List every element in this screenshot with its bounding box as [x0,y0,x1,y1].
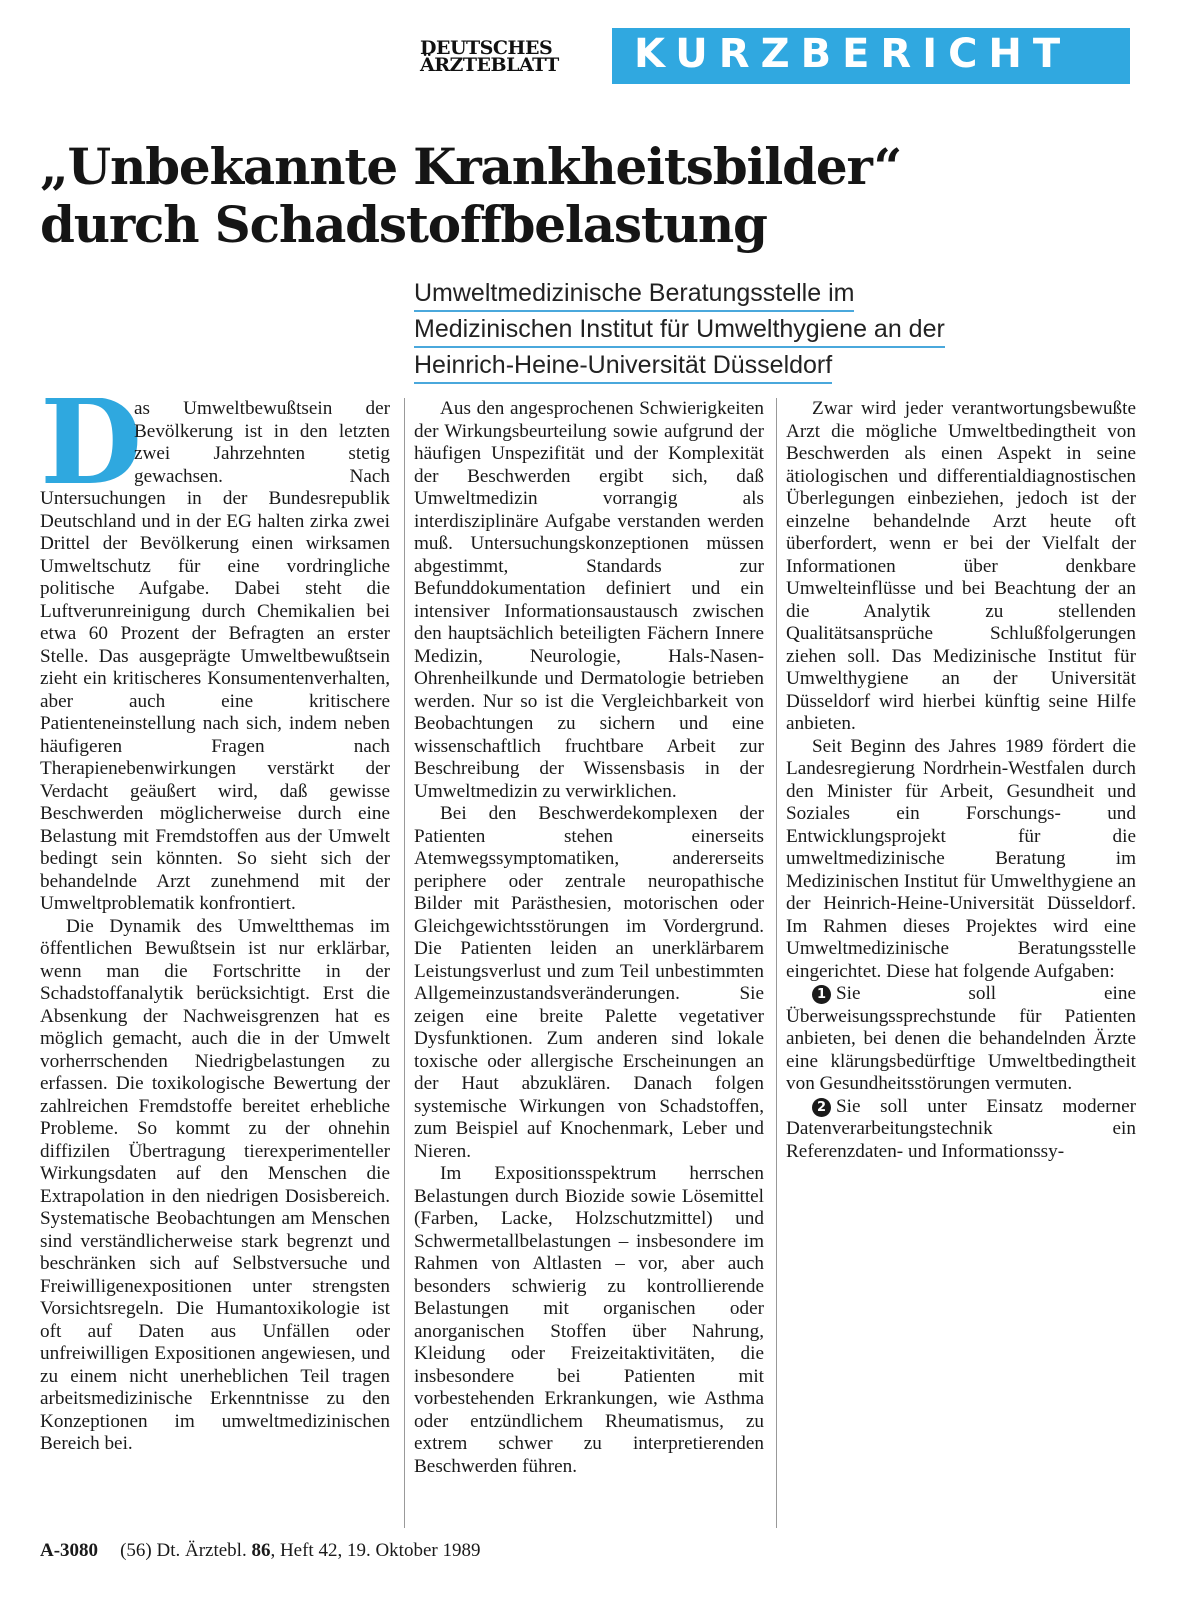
volume-number: 86 [251,1540,271,1561]
column-divider [404,398,405,1528]
list-item-1-text: Sie soll eine Überweisungssprechstunde für Patienten anbieten, bei denen die behandelnden Ärzte eine klärungsbedürftige Umweltbedingtheit von Gesundheitsstörungen vermuten. [786,983,1136,1094]
journal-logo [420,37,610,76]
masthead [420,28,1130,84]
list-item-1 [786,983,1136,1096]
subtitle-line3: Heinrich-Heine-Universität Düsseldorf [414,348,832,384]
paragraph-1-text: as Umweltbewußtsein der Bevölkerung ist in den letzten zwei Jahrzehnten stetig gewachsen. Nach Untersuchungen in der Bundesrepublik Deutschland und in der EG halten zirka zwei Drittel der Bevölkerung einen wirksamen Umweltschutz für eine vordringliche politische Aufgabe. Dabei steht die Luftverunreinigung durch Chemikalien bei etwa 60 Prozent der Befragten an erster Stelle. Das ausgeprägte Umweltbewußtsein zieht ein kritischeres Konsumentenverhalten, aber auch eine kritischere Patienteneinstellung nach sich, indem neben häufigeren Fragen nach Therapienebenwirkungen verstärkt der Verdacht geäußert wird, daß gewisse Beschwerden möglicherweise durch eine Belastung mit Fremdstoffen aus der Umwelt bedingt sein könnten. So sieht sich der behandelnde Arzt zunehmend mit der Umweltproblematik konfrontiert. [40,398,390,914]
text-column-1 [40,398,390,1530]
text-column-2 [414,398,764,1530]
section-banner: KURZBERICHT [612,28,1130,84]
paragraph-6: Zwar wird jeder verantwortungsbewußte Arzt die mögliche Umweltbedingtheit von Beschwerden als einen Aspekt in seine ätiologischen und differentialdiagnostischen Überlegungen einbeziehen, jedoch ist der einzelne behandelnde Arzt heute oft überfordert, wenn er bei der Vielfalt der Informationen über denkbare Umwelteinflüsse und bei Beachtung der an die Analytik zu stellenden Qualitätsansprüche Schlußfolgerungen ziehen soll. Das Medizinische Institut für Umwelthygiene an der Universität Düsseldorf wird hierbei künftig seine Hilfe anbieten. [786,398,1136,734]
text-column-3 [786,398,1136,1530]
headline [40,138,1140,254]
paragraph-3: Aus den angesprochenen Schwierigkeiten der Wirkungsbeurteilung sowie aufgrund der häufigen Unspezifität und der Komplexität der Beschwerden ergibt sich, daß Umweltmedizin vorrangig als interdisziplinäre Aufgabe verstanden werden muß. Untersuchungskonzeptionen müssen abgestimmt, Standards zur Befunddokumentation definiert und ein intensiver Informationsaustausch zwischen den hauptsächlich beteiligten Fächern Innere Medizin, Neurologie, Hals-Nasen-Ohrenheilkunde und Dermatologie betrieben werden. Nur so ist die Vergleichbarkeit von Beobachtungen zu sichern und eine wissenschaftlich fruchtbare Arbeit zur Beschreibung der Wissensbasis in der Umweltmedizin zu verwirklichen. [414,398,764,802]
list-item-2-text: Sie soll unter Einsatz moderner Datenverarbeitungstechnik ein Referenzdaten- und Informationssy- [786,1095,1136,1162]
subtitle-line2: Medizinischen Institut für Umwelthygiene an der [414,312,945,348]
page-code: A-3080 [40,1540,99,1561]
paragraph-5: Im Expositionsspektrum herrschen Belastungen durch Biozide sowie Lösemittel (Farben, Lacke, Holzschutzmittel) und Schwermetallbelastungen – insbesondere im Rahmen von Altlasten – vor, aber auch besonders schwierig zu kontrollierende Belastungen mit organischen oder anorganischen Stoffen über Nahrung, Kleidung oder Freizeitaktivitäten, die insbesondere bei Patienten mit vorbestehenden Erkrankungen, wie Asthma oder entzündlichem Rheumatismus, zu extrem schwer zu interpretierenden Beschwerden führen. [414,1163,764,1477]
journal-logo-line2: ÄRZTEBLATT [420,54,559,76]
journal-logo-line1: DEUTSCHES [420,37,553,59]
headline-line2: durch Schadstoffbelastung [40,195,767,254]
paragraph-2: Die Dynamik des Umweltthemas im öffentlichen Bewußtsein ist nur erklärbar, wenn man die Fortschritte in der Schadstoffanalytik berücksichtigt. Erst die Absenkung der Nachweisgrenzen hat es möglich gemacht, auch die in der Umwelt vorherrschenden Niedrigbelastungen zu erfassen. Die toxikologische Bewertung der zahlreichen Fremdstoffe bereitet erhebliche Probleme. So kommt zu der ohnehin diffizilen Übertragung tierexperimenteller Wirkungsdaten auf den Menschen die Extrapolation in den niedrigen Dosisbereich. Systematische Beobachtungen am Menschen sind verständlicherweise stark begrenzt und beschränken sich auf Selbstversuche und Freiwilligenexpositionen unter strengsten Vorsichtsregeln. Die Humantoxikologie ist oft auf Daten aus Unfällen oder unfreiwilligen Expositionen angewiesen, und zu einem nicht unerheblichen Teil tragen arbeitsmedizinische Erkenntnisse zu den Konzeptionen im umweltmedizinischen Bereich bei. [40,915,390,1454]
paragraph-7: Seit Beginn des Jahres 1989 fördert die Landesregierung Nordrhein-Westfalen durch den Minister für Arbeit, Gesundheit und Soziales ein Forschungs- und Entwicklungsprojekt für die umweltmedizinische Beratung im Medizinischen Institut für Umwelthygiene an der Heinrich-Heine-Universität Düsseldorf. Im Rahmen dieses Projektes wird eine Umweltmedizinische Beratungsstelle eingerichtet. Diese hat folgende Aufgaben: [786,735,1136,982]
subtitle [414,276,1134,384]
citation-pre: (56) Dt. Ärztebl. [120,1540,247,1561]
list-item-2 [786,1096,1136,1164]
paragraph-1 [40,398,390,916]
subtitle-line1: Umweltmedizinische Beratungsstelle im [414,276,854,312]
page-footer [40,1540,480,1562]
dropcap: D [40,398,143,511]
number-badge-2: 2 [812,1098,831,1117]
citation-post: , Heft 42, 19. Oktober 1989 [270,1540,481,1561]
number-badge-1: 1 [812,985,831,1004]
paragraph-4: Bei den Beschwerdekomplexen der Patienten stehen einerseits Atemwegssymptomatiken, andererseits periphere oder zentrale neuropathische Bilder mit Parästhesien, motorischen oder Gleichgewichtsstörungen im Vordergrund. Die Patienten leiden an unerklärbarem Leistungsverlust und zum Teil unbestimmten Allgemeinzustandsveränderungen. Sie zeigen eine breite Palette vegetativer Dysfunktionen. Zum anderen sind lokale toxische oder allergische Erscheinungen an der Haut abzuklären. Danach folgen systemische Wirkungen von Schadstoffen, zum Beispiel auf Knochenmark, Leber und Nieren. [414,803,764,1162]
headline-line1: „Unbekannte Krankheitsbilder“ [40,137,902,196]
column-divider [776,398,777,1528]
